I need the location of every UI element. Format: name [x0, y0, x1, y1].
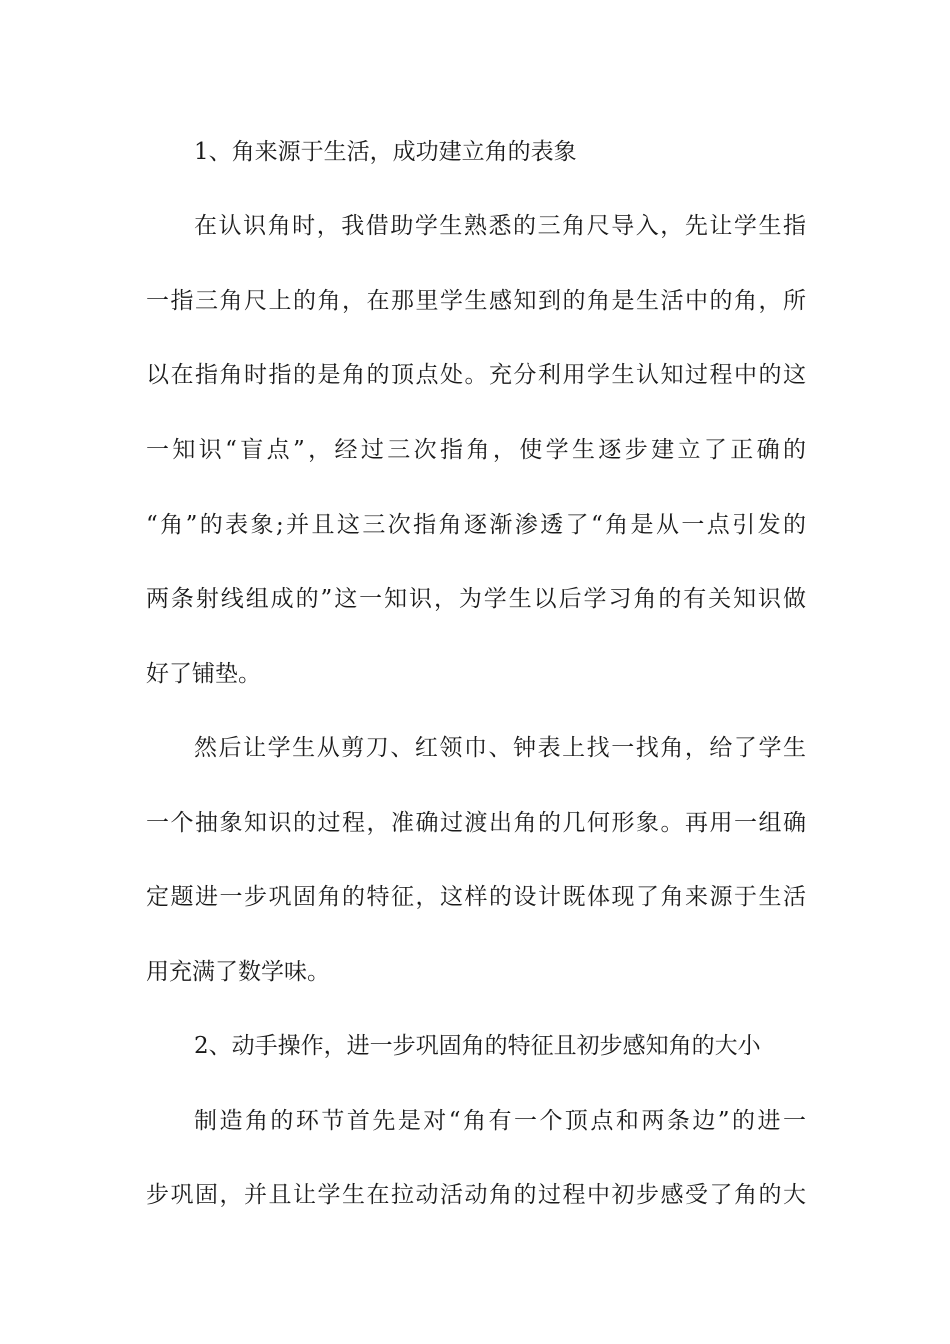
- paragraph-line: 然后让学生从剪刀、红领巾、钟表上找一找角，给了学生: [194, 735, 806, 761]
- paragraph-line: 用充满了数学味。: [146, 959, 330, 985]
- paragraph-line: 好了铺垫。: [146, 661, 261, 687]
- paragraph-line: 两条射线组成的”这一知识，为学生以后学习角的有关知识做: [146, 586, 806, 612]
- paragraph-line: 一知识“盲点”，经过三次指角，使学生逐步建立了正确的: [146, 437, 806, 463]
- paragraph-line: 定题进一步巩固角的特征，这样的设计既体现了角来源于生活: [146, 884, 806, 910]
- paragraph-line: 在认识角时，我借助学生熟悉的三角尺导入，先让学生指: [194, 213, 806, 239]
- paragraph-line: 以在指角时指的是角的顶点处。充分利用学生认知过程中的这: [146, 362, 806, 388]
- paragraph-line: 一个抽象知识的过程，准确过渡出角的几何形象。再用一组确: [146, 810, 806, 836]
- paragraph-line: 制造角的环节首先是对“角有一个顶点和两条边”的进一: [194, 1108, 806, 1134]
- paragraph-line: 一指三角尺上的角，在那里学生感知到的角是生活中的角，所: [146, 288, 806, 314]
- section-heading-2: 2、动手操作，进一步巩固角的特征且初步感知角的大小: [194, 1033, 761, 1059]
- paragraph-line: “角”的表象;并且这三次指角逐渐渗透了“角是从一点引发的: [146, 512, 806, 538]
- paragraph-line: 步巩固，并且让学生在拉动活动角的过程中初步感受了角的大: [146, 1182, 806, 1208]
- section-heading-1: 1、角来源于生活，成功建立角的表象: [194, 139, 577, 165]
